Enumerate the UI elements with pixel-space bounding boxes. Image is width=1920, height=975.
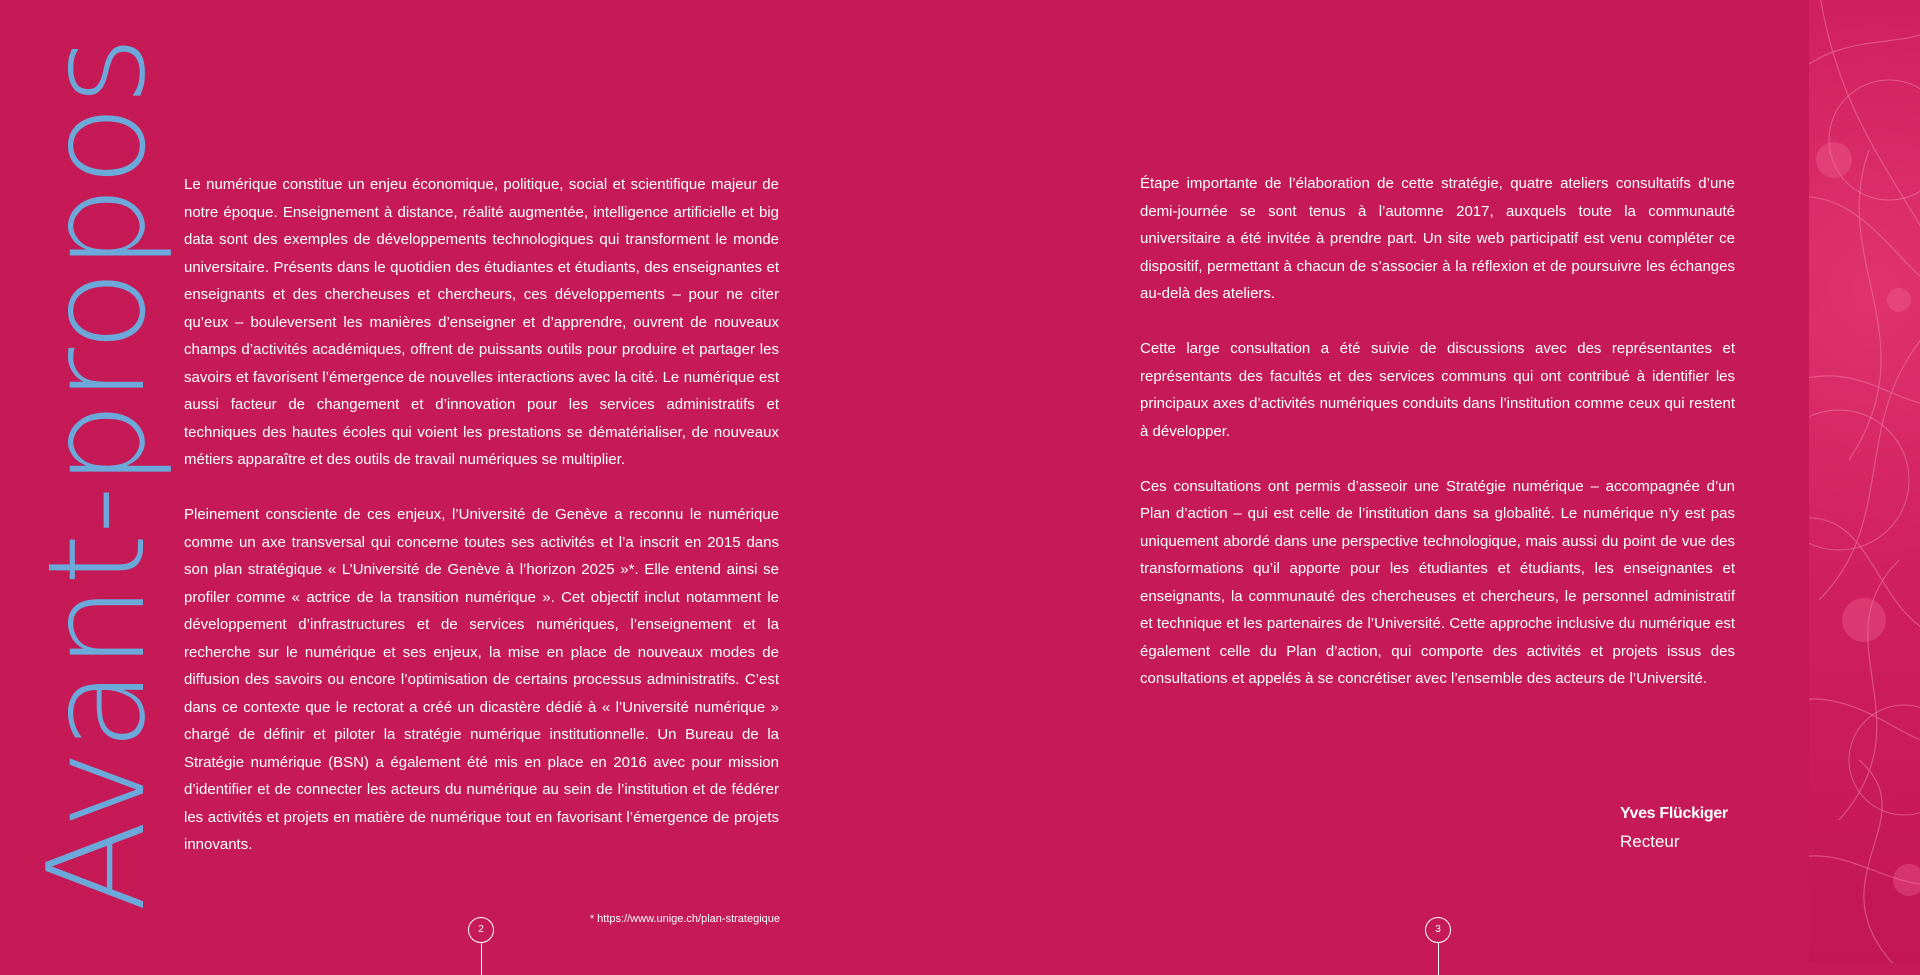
paragraph: Pleinement consciente de ces enjeux, l’Université de Genève a reconnu le numérique comme un axe transversal qui concerne toutes ses activités et l’a inscrit en 2015 dans son plan stratégique « L’Université de Genève à l’horizon 2025 »*. Elle entend ainsi se profiler comme « actrice de la transition numérique ». Cet objectif inclut notamment le développement d’infrastructures et de services numériques, l’enseignement et la recherche sur le numérique et ses enjeux, la mise en place de nouveaux modes de diffusion des savoirs ou encore l’optimisation de certains processus administratifs. C’est dans ce contexte que le rectorat a créé un dicastère dédié à « l’Université numérique » chargé de définir et piloter la stratégie numérique institutionnelle. Un Bureau de la Stratégie numérique (BSN) a également été mis en place en 2016 avec pour mission d’identifier et de connecter les acteurs du numérique au sein de l’institution et de fédérer les activités et projets en matière de numérique tout en favorisant l’émergence de projets innovants.	[184, 506, 779, 853]
paragraph: Étape importante de l’élaboration de cette stratégie, quatre ateliers consultatifs d’une demi-journée se sont tenus à l’automne 2017, auxquels toute la communauté universitaire a été invitée à prendre part. Un site web participatif est venu compléter ce dispositif, permettant à chacun de s’associer à la réflexion et de poursuivre les échanges au-delà des ateliers.	[1140, 175, 1735, 302]
page-number-circle: 2	[468, 917, 494, 943]
page-number-right	[1425, 917, 1453, 975]
page-number-left	[468, 917, 496, 975]
paragraph: Ces consultations ont permis d’asseoir une Stratégie numérique – accompagnée d’un Plan d’action – qui est celle de l’institution dans sa globalité. Le numérique n’y est pas uniquement abordé dans une perspective technologique, mais aussi du point de vue des transformations qu’il apporte pour les étudiantes et étudiants, les enseignantes et enseignants, la communauté des chercheuses et chercheurs, le personnel administratif et technique et les partenaires de l’Université. Cette approche inclusive du numérique est également celle du Plan d’action, qui comporte des activités et projets issus des consultations et appelés à se concrétiser avec l’ensemble des acteurs de l’Université.	[1140, 477, 1735, 687]
signature-block	[1620, 800, 1740, 856]
abstract-lines-pattern	[1809, 0, 1920, 963]
signatory-title: Recteur	[1620, 832, 1680, 851]
left-text-column	[184, 171, 779, 886]
footnote: * https://www.unige.ch/plan-strategique	[589, 913, 780, 925]
decorative-cover-strip	[1809, 0, 1920, 963]
paragraph: Le numérique constitue un enjeu économique, politique, social et scientifique majeur de notre époque. Enseignement à distance, réalité augmentée, intelligence artificielle et big data sont des exemples de développements technologiques qui transforment le monde universitaire. Présents dans le quotidien des étudiantes et étudiants, des enseignantes et enseignants et des chercheuses et chercheurs, ces développements – pour ne citer qu’eux – bouleversent les manières d’enseigner et d’apprendre, ouvrent de nouveaux champs d’activités académiques, offrent de puissants outils pour produire et partager les savoirs et favorisent l’émergence de nouvelles interactions avec la cité. Le numérique est aussi facteur de changement et d’innovation pour les services administratifs et techniques des hautes écoles qui voient les prestations se dématérialiser, de nouveaux métiers apparaître et des outils de travail numériques se multiplier.	[184, 176, 779, 468]
paragraph: Cette large consultation a été suivie de discussions avec des représentantes et représentants des facultés et des services communs qui ont contribué à identifier les principaux axes d’activités numériques conduits dans l’institution comme ceux qui restent à développer.	[1140, 340, 1735, 440]
right-text-column	[1140, 170, 1735, 720]
page-number-stem	[1438, 943, 1439, 975]
signatory-name: Yves Flückiger	[1620, 805, 1728, 822]
page-number-circle: 3	[1425, 917, 1451, 943]
page-number-stem	[481, 943, 482, 975]
page-heading-vertical: Avant-propos	[19, 36, 175, 912]
